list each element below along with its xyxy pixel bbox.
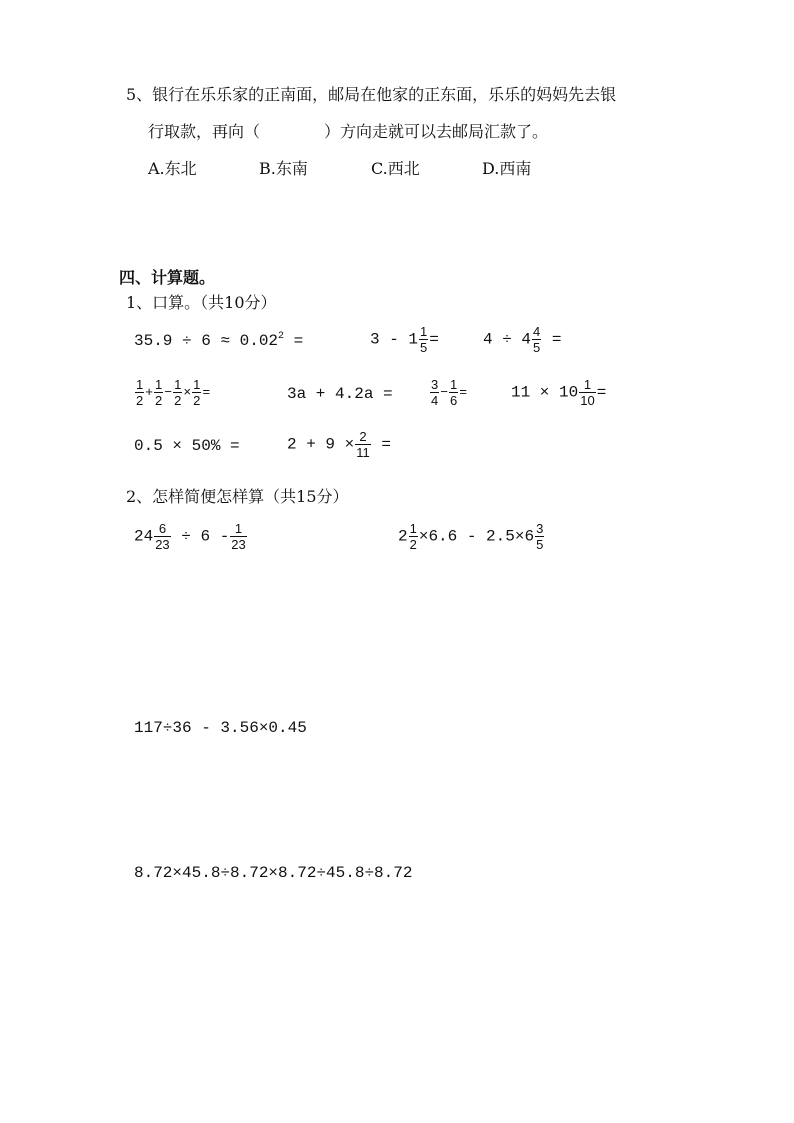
fraction (230, 521, 246, 552)
minus-sign: − (164, 384, 173, 400)
denominator: 2 (409, 537, 417, 552)
numerator: 3 (536, 521, 544, 536)
equals: = (429, 330, 439, 349)
numerator: 4 (533, 324, 541, 339)
oral-expr-5: 3a + 4.2a = (287, 385, 393, 403)
fraction (409, 521, 418, 552)
fraction (430, 377, 439, 408)
fraction (532, 324, 541, 355)
question-5-line-1: 5、银行在乐乐家的正南面，邮局在他家的正东面，乐乐的妈妈先去银 (126, 85, 617, 104)
fraction (154, 521, 170, 552)
whole-number: 24 (134, 527, 154, 546)
equals: = (371, 435, 391, 454)
numerator: 1 (155, 377, 163, 392)
numerator: 1 (193, 377, 201, 392)
fraction (173, 377, 182, 408)
fraction (154, 377, 163, 408)
numerator: 3 (431, 377, 439, 392)
oral-calc-title: 1、口算。（共10分） (126, 293, 277, 312)
equals: = (202, 384, 211, 400)
equals: = (542, 330, 562, 349)
fraction (135, 377, 144, 408)
plus-sign: + (145, 384, 154, 400)
expr-text: ÷ 6 - (181, 527, 230, 546)
numerator: 2 (359, 429, 367, 444)
question-5-text-b: ）方向走就可以去邮局汇款了。 (324, 122, 549, 141)
oral-expr-6 (429, 377, 467, 408)
expr-text: 3 - 1 (370, 330, 419, 349)
question-5-line-2 (148, 119, 548, 142)
option-c[interactable]: C.西北 (371, 159, 420, 178)
times-sign: × (183, 384, 192, 400)
minus-sign: − (440, 384, 449, 400)
equals: = (284, 332, 304, 350)
denominator: 2 (193, 393, 201, 408)
oral-expr-1 (134, 331, 303, 350)
option-b[interactable]: B.东南 (259, 159, 308, 178)
question-5-text-a: 行取款，再向（ (148, 122, 261, 141)
option-a[interactable]: A.东北 (148, 159, 197, 178)
exponent: 2 (278, 331, 285, 342)
denominator: 5 (536, 537, 544, 552)
expr-text: 35.9 ÷ 6 ≈ (134, 332, 231, 350)
fraction (579, 377, 595, 408)
simplify-problem-2 (398, 521, 545, 552)
oral-expr-9 (287, 429, 391, 460)
simplify-problem-3: 117÷36 - 3.56×0.45 (134, 719, 307, 737)
numerator: 1 (136, 377, 144, 392)
option-d[interactable]: D.西南 (482, 159, 532, 178)
expr-text: 4 ÷ 4 (483, 330, 532, 349)
equals: = (459, 384, 468, 400)
numerator: 6 (158, 521, 167, 536)
denominator: 4 (431, 393, 439, 408)
expr-text: 2 + 9 × (287, 435, 355, 454)
simplify-problem-4: 8.72×45.8÷8.72×8.72÷45.8÷8.72 (134, 864, 413, 882)
numerator: 1 (450, 377, 458, 392)
simplify-problem-1 (134, 521, 248, 552)
fraction (419, 324, 428, 355)
fraction (535, 521, 544, 552)
denominator: 6 (450, 393, 458, 408)
simplify-calc-title: 2、怎样简便怎样算（共15分） (126, 487, 349, 506)
equals: = (596, 383, 607, 402)
oral-expr-7 (511, 377, 606, 408)
oral-expr-4 (134, 377, 210, 408)
denominator: 5 (420, 340, 428, 355)
denominator: 2 (136, 393, 144, 408)
numerator: 1 (409, 521, 417, 536)
denominator: 11 (356, 445, 370, 460)
expr-text: 11 × 10 (511, 383, 579, 402)
numerator: 1 (174, 377, 182, 392)
section-4-title: 四、计算题。 (119, 268, 216, 287)
expr-base: 0.02 (239, 332, 279, 350)
whole-number: 2 (398, 527, 408, 546)
numerator: 1 (234, 521, 243, 536)
numerator: 1 (583, 377, 592, 392)
fraction (355, 429, 371, 460)
oral-expr-3 (483, 324, 561, 355)
oral-expr-2 (370, 324, 439, 355)
denominator: 23 (155, 537, 170, 552)
denominator: 5 (533, 340, 541, 355)
numerator: 1 (420, 324, 428, 339)
expr-text: ×6.6 - 2.5×6 (418, 527, 535, 546)
denominator: 23 (231, 537, 246, 552)
fraction (449, 377, 458, 408)
denominator: 10 (580, 393, 595, 408)
denominator: 2 (155, 393, 163, 408)
fraction (192, 377, 201, 408)
oral-expr-8: 0.5 × 50% = (134, 437, 240, 455)
denominator: 2 (174, 393, 182, 408)
